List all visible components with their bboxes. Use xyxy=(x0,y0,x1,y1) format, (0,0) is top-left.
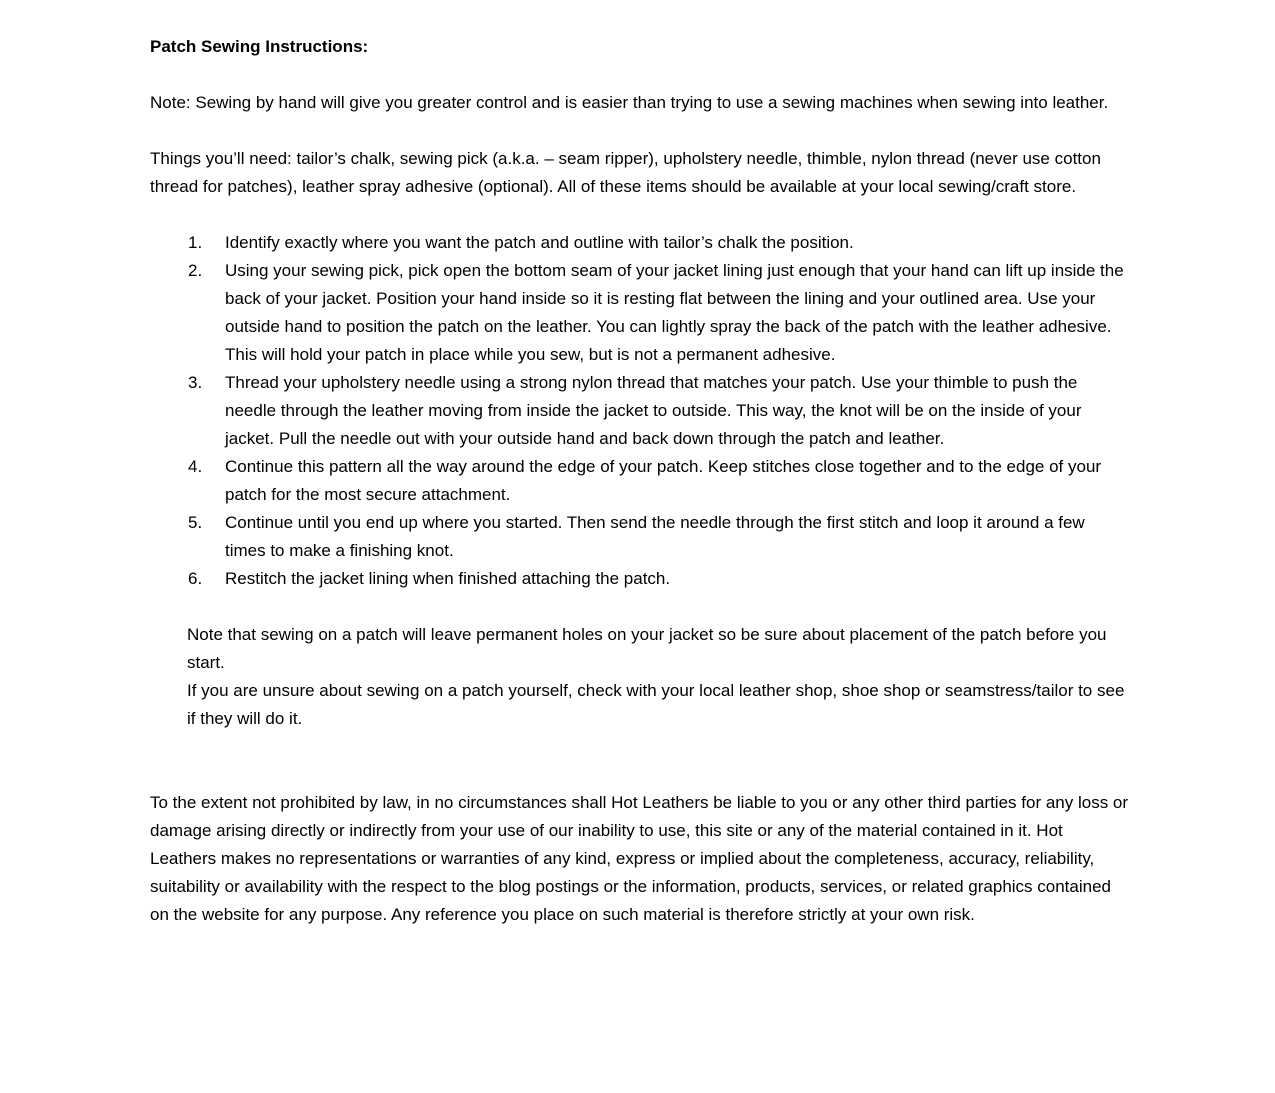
list-item xyxy=(150,369,1130,453)
list-item-number: 5. xyxy=(188,513,203,532)
list-item-number: 3. xyxy=(188,373,203,392)
list-item-text: Identify exactly where you want the patch and outline with tailor’s chalk the position. xyxy=(225,233,854,252)
list-item xyxy=(150,509,1130,565)
list-item-text: Using your sewing pick, pick open the bottom seam of your jacket lining just enough that your hand can lift up inside the back of your jacket. Position your hand inside so it is resting flat between the lining and your outlined area. Use your outside hand to position the patch on the leather. You can lightly spray the back of the patch with the leather adhesive. This will hold your patch in place while you sew, but is not a permanent adhesive. xyxy=(225,261,1124,364)
list-item-text: Continue until you end up where you started. Then send the needle through the first stitch and loop it around a few times to make a finishing knot. xyxy=(225,513,1085,560)
instructions-list xyxy=(150,229,1130,593)
list-item xyxy=(150,257,1130,369)
notes-block xyxy=(150,621,1130,733)
list-item-number: 6. xyxy=(188,569,203,588)
list-item-number: 4. xyxy=(188,457,203,476)
document-title: Patch Sewing Instructions: xyxy=(150,37,369,56)
list-item-text: Restitch the jacket lining when finished attaching the patch. xyxy=(225,569,671,588)
placement-note-paragraph: Note that sewing on a patch will leave permanent holes on your jacket so be sure about placement of the patch before you start. xyxy=(187,625,1107,672)
list-item-number: 1. xyxy=(188,233,203,252)
list-item-text: Continue this pattern all the way around the edge of your patch. Keep stitches close together and to the edge of your patch for the most secure attachment. xyxy=(225,457,1102,504)
supplies-paragraph: Things you’ll need: tailor’s chalk, sewing pick (a.k.a. – seam ripper), upholstery needle, thimble, nylon thread (never use cotton thread for patches), leather spray adhesive (optional). All of these items should be available at your local sewing/craft store. xyxy=(150,149,1101,196)
list-item xyxy=(150,565,1130,593)
legal-disclaimer-paragraph: To the extent not prohibited by law, in no circumstances shall Hot Leathers be liable to you or any other third parties for any loss or damage arising directly or indirectly from your use of our inability to use, this site or any of the material contained in it. Hot Leathers makes no representations or warranties of any kind, express or implied about the completeness, accuracy, reliability, suitability or availability with the respect to the blog postings or the information, products, services, or related graphics contained on the website for any purpose. Any reference you place on such material is therefore strictly at your own risk. xyxy=(150,793,1129,924)
list-item-text: Thread your upholstery needle using a strong nylon thread that matches your patch. Use your thimble to push the needle through the leather moving from inside the jacket to outside. This way, the knot will be on the inside of your jacket. Pull the needle out with your outside hand and back down through the patch and leather. xyxy=(225,373,1082,448)
list-item xyxy=(150,453,1130,509)
list-item-number: 2. xyxy=(188,261,203,280)
unsure-note-paragraph: If you are unsure about sewing on a patch yourself, check with your local leather shop, shoe shop or seamstress/tailor to see if they will do it. xyxy=(187,681,1125,728)
list-item xyxy=(150,229,1130,257)
intro-note-paragraph: Note: Sewing by hand will give you greater control and is easier than trying to use a sewing machines when sewing into leather. xyxy=(150,93,1109,112)
